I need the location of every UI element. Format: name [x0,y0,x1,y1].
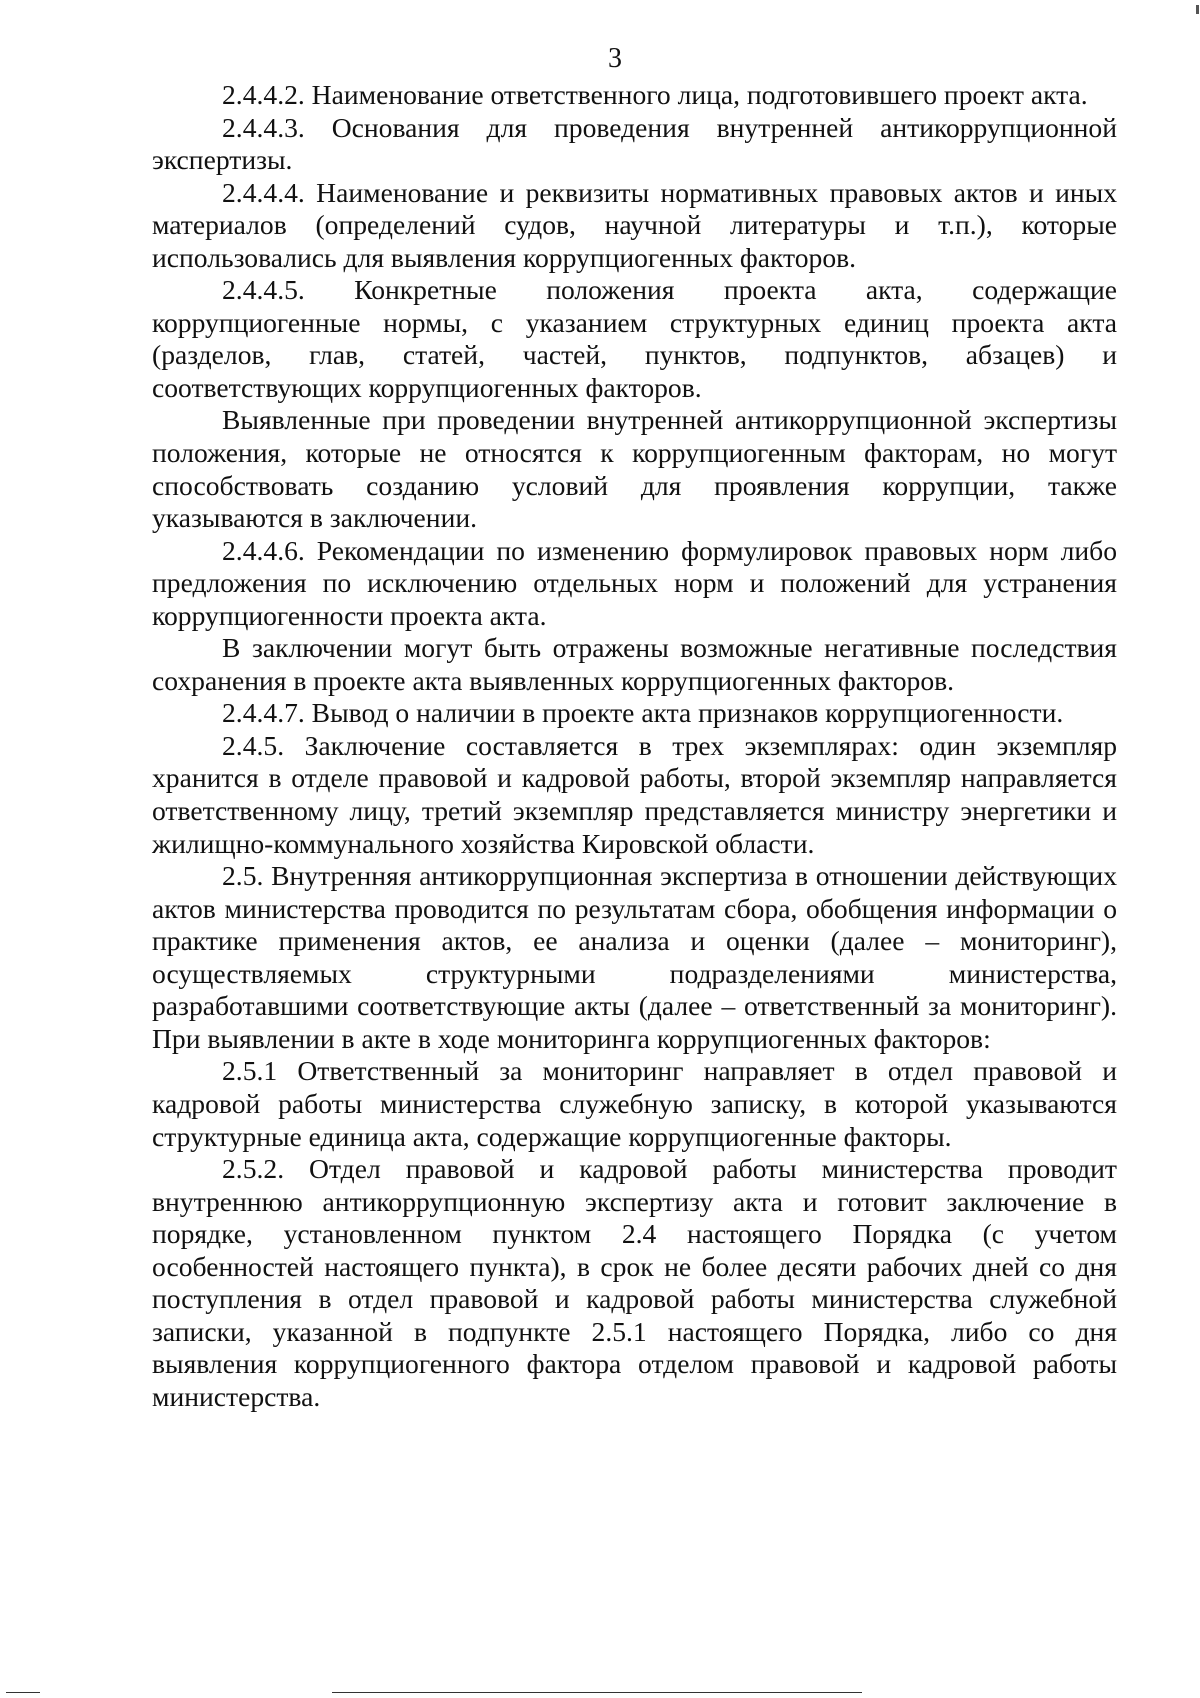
paragraph-2-5: 2.5. Внутренняя антикоррупционная экспертиза в отношении действующих актов министерства проводится по результатам сбора, обобщения информации о практике применения актов, ее анализа и оценки (далее – мониторинг), осуществляемых структурными подразделениями министерства, разработавшими соответствующие акты (далее – ответственный за мониторинг). При выявлении в акте в ходе мониторинга коррупциогенных факторов: [152,860,1117,1054]
paragraph-identified-provisions: Выявленные при проведении внутренней антикоррупционной экспертизы положения, которые не относятся к коррупциогенным факторам, но могут способствовать созданию условий для проявления коррупции, также указываются в заключении. [152,404,1117,534]
page-number: 3 [608,43,622,74]
paragraph-2-4-4-3: 2.4.4.3. Основания для проведения внутренней антикоррупционной экспертизы. [152,111,1117,176]
paragraph-2-4-4-6: 2.4.4.6. Рекомендации по изменению формулировок правовых норм либо предложения по исключению отдельных норм и положений для устранения коррупциогенности проекта акта. [152,534,1117,631]
scan-edge-mark [1196,5,1199,14]
footer-line [332,1692,862,1693]
paragraph-2-5-1: 2.5.1 Ответственный за мониторинг направляет в отдел правовой и кадровой работы министерства служебную записку, в которой указываются структурные единица акта, содержащие коррупциогенные факторы. [152,1055,1117,1152]
document-body [152,79,1117,1413]
footer-dash [6,1692,40,1693]
paragraph-2-5-2: 2.5.2. Отдел правовой и кадровой работы министерства проводит внутреннюю антикоррупционную экспертизу акта и готовит заключение в порядке, установленном пунктом 2.4 настоящего Порядка (с учетом особенностей настоящего пункта), в срок не более десяти рабочих дней со дня поступления в отдел правовой и кадровой работы министерства служебной записки, указанной в подпункте 2.5.1 настоящего Порядка, либо со дня выявления коррупциогенного фактора отделом правовой и кадровой работы министерства. [152,1153,1117,1412]
paragraph-2-4-5: 2.4.5. Заключение составляется в трех экземплярах: один экземпляр хранится в отделе правовой и кадровой работы, второй экземпляр направляется ответственному лицу, третий экземпляр представляется министру энергетики и жилищно-коммунального хозяйства Кировской области. [152,729,1117,859]
paragraph-2-4-4-7: 2.4.4.7. Вывод о наличии в проекте акта признаков коррупциогенности. [222,697,1064,729]
paragraph-negative-consequences: В заключении могут быть отражены возможные негативные последствия сохранения в проекте акта выявленных коррупциогенных факторов. [152,632,1117,696]
paragraph-2-4-4-2: 2.4.4.2. Наименование ответственного лица, подготовившего проект акта. [222,79,1088,110]
paragraph-2-4-4-5: 2.4.4.5. Конкретные положения проекта акта, содержащие коррупциогенные нормы, с указанием структурных единиц проекта акта (разделов, глав, статей, частей, пунктов, подпунктов, абзацев) и соответствующих коррупциогенных факторов. [152,274,1117,403]
paragraph-2-4-4-4: 2.4.4.4. Наименование и реквизиты нормативных правовых актов и иных материалов (определений судов, научной литературы и т.п.), которые использовались для выявления коррупциогенных факторов. [152,176,1117,273]
